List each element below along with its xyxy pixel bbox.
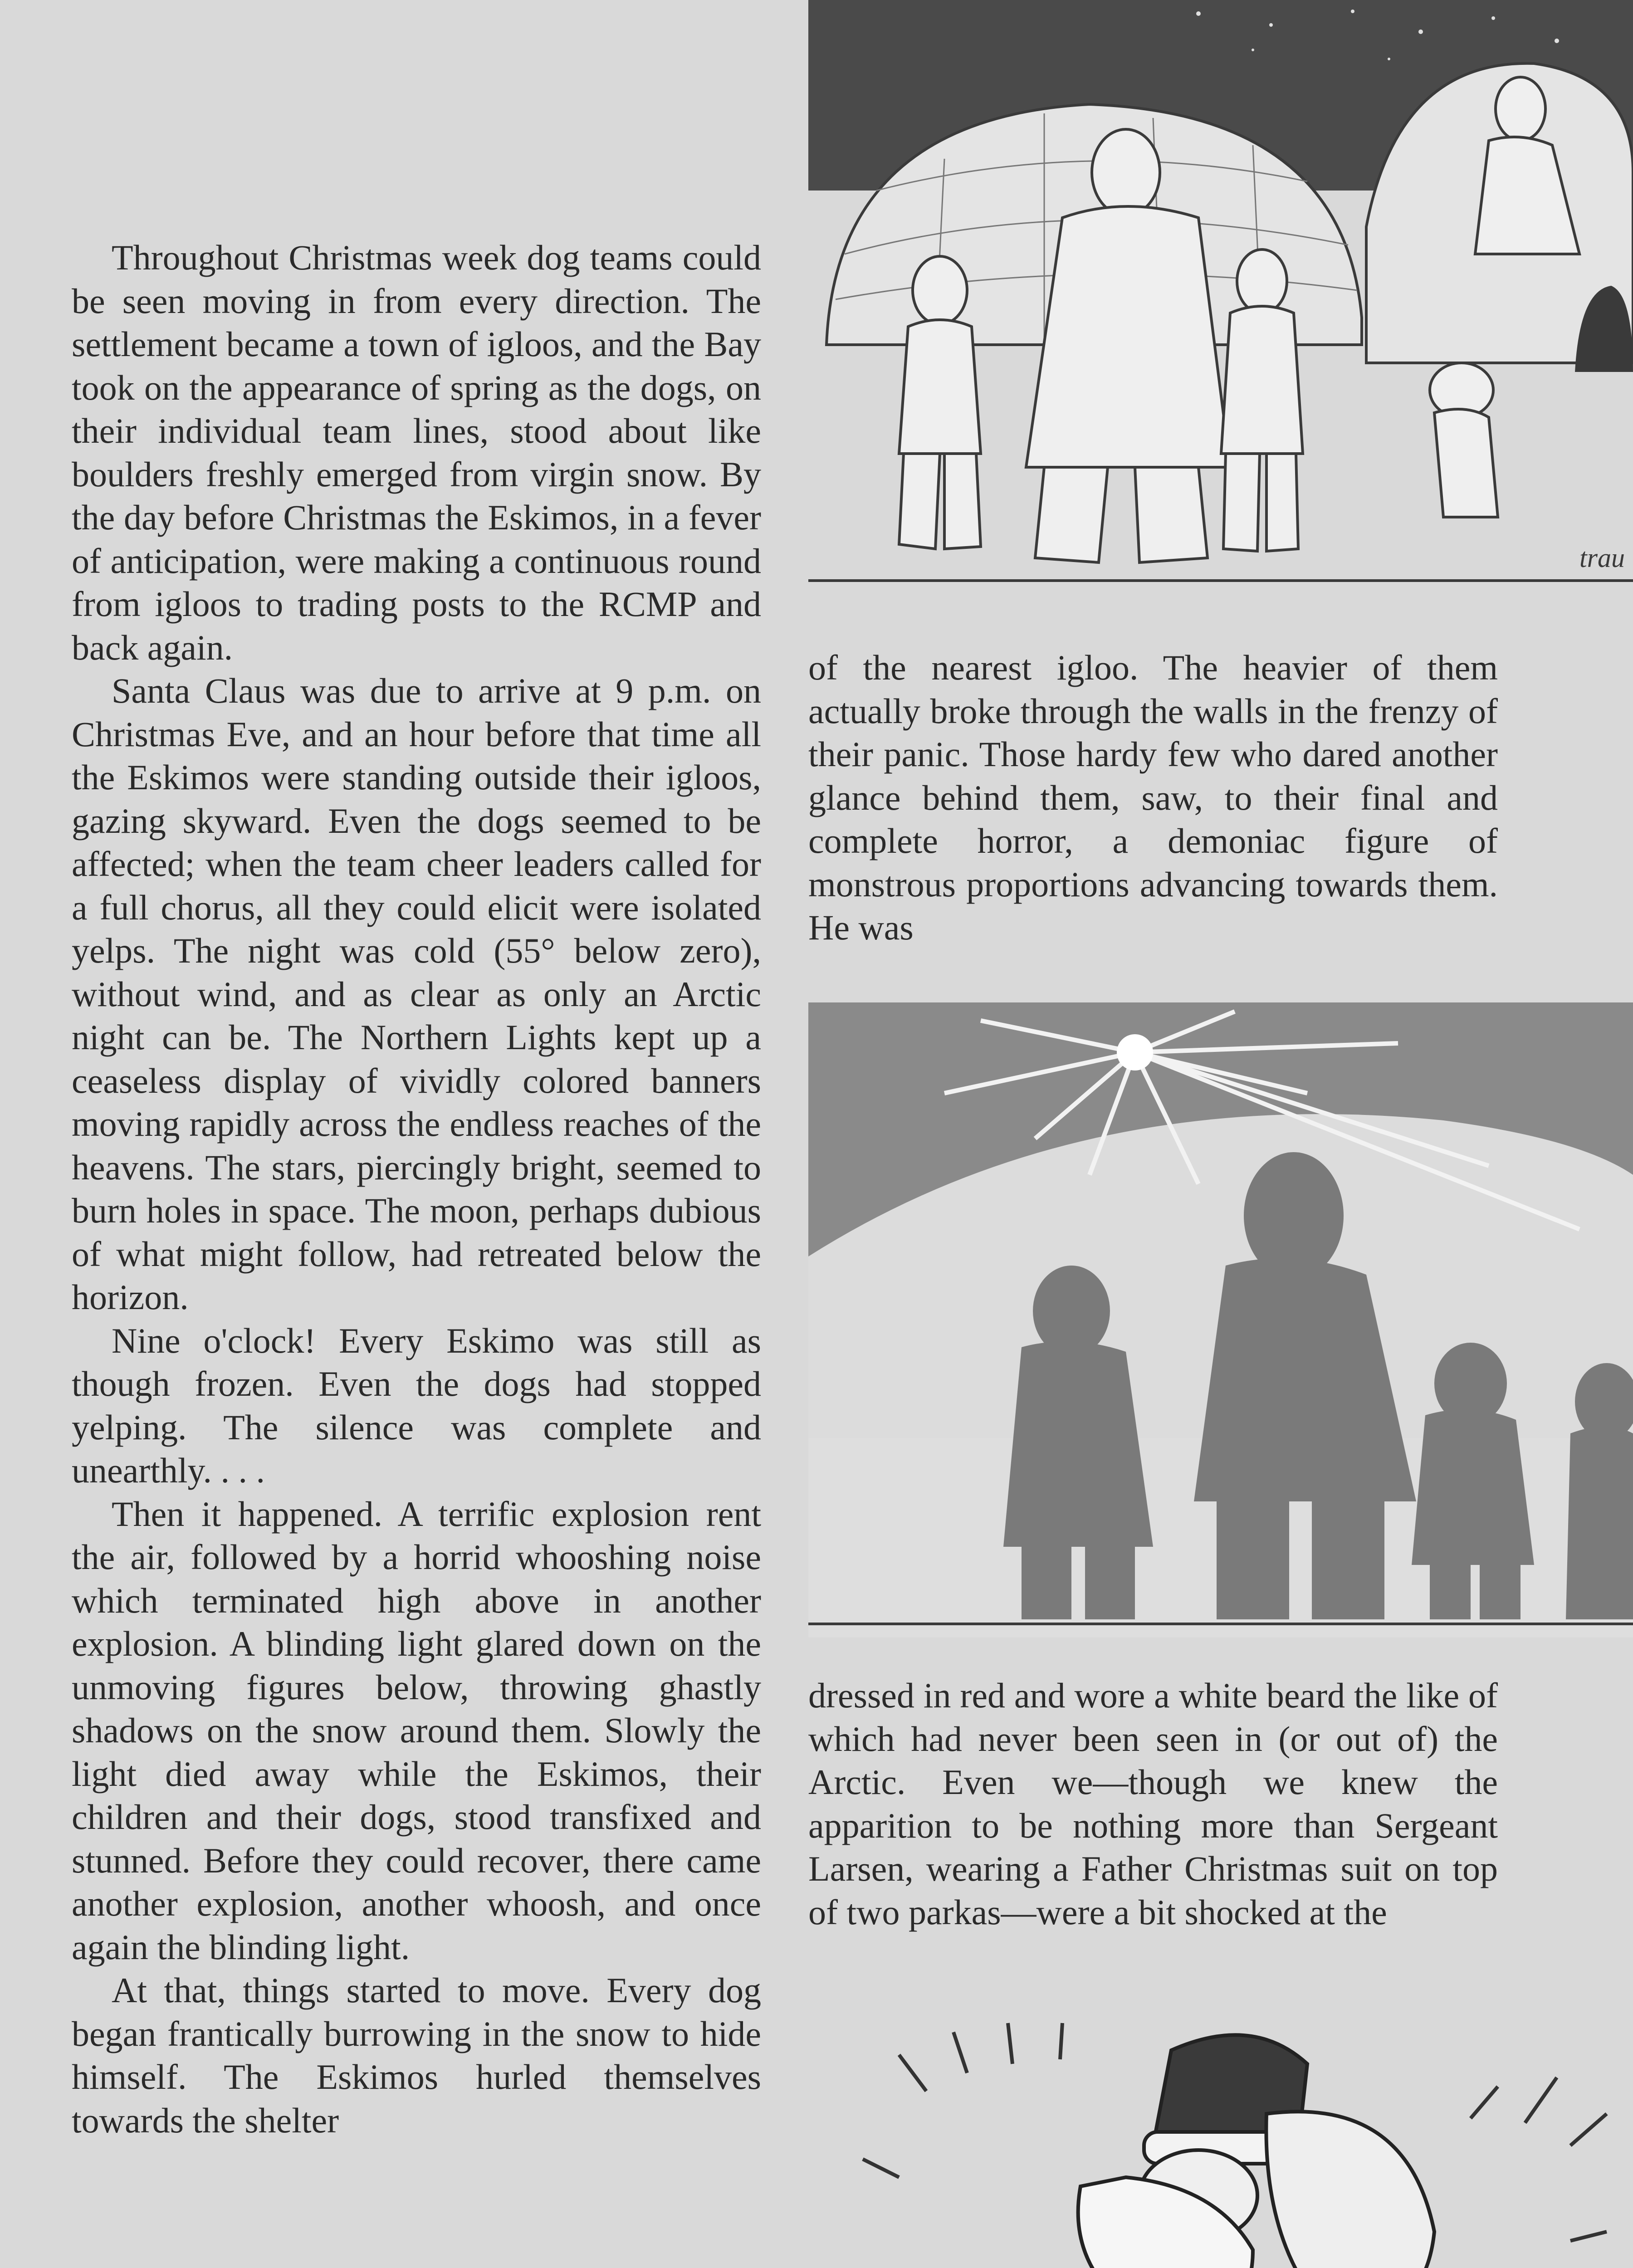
- illustrator-signature: trau: [1579, 543, 1625, 573]
- paragraph-nearest-igloo: of the nearest igloo. The heavier of them actually broke through the walls in the frenzy of their panic. Those hardy few who dared another glance behind them, saw, to their final and complete horror, a demoniac figure of monstrous proportions advancing towards them. He was: [808, 648, 1498, 947]
- silhouette-illustration: [808, 1002, 1633, 1637]
- paragraph-santa-due: Santa Claus was due to arrive at 9 p.m. on Christmas Eve, and an hour before that time all the Eskimos were standing outside their igloos, gazing skyward. Even the dogs seemed to be affected; when the team cheer leaders called for a full chorus, all they could elicit were isolated yelps. The night was cold (55° below zero), without wind, and as clear as only an Arctic night can be. The Northern Lights kept up a ceaseless display of vividly colored banners moving rapidly across the endless reaches of the heavens. The stars, piercingly bright, seemed to burn holes in space. The moon, perhaps dubious of what might follow, had retreated below the horizon.: [72, 671, 761, 1317]
- igloo-illustration: [808, 0, 1633, 585]
- paragraph-dog-teams: Throughout Christmas week dog teams could be seen moving in from every direction. The settlement became a town of igloos, and the Bay took on the appearance of spring as the dogs, on their individual team lines, stood about like boulders freshly emerged from virgin snow. By the day before Christmas the Eskimos, in a fever of anticipation, were making a continuous round from igloos to trading posts to the RCMP and back again.: [72, 238, 761, 667]
- left-text-column: [72, 236, 761, 2142]
- santa-illustration: [808, 1996, 1633, 2268]
- paragraph-explosion: Then it happened. A terrific explosion rent the air, followed by a horrid whooshing noise which terminated high above in another explosion. A blinding light glared down on the unmoving figures below, throwing ghastly shadows on the snow around them. Slowly the light died away while the Eskimos, their children and their dogs, stood transfixed and stunned. Before they could recover, there came another explosion, another whoosh, and once again the blinding light.: [72, 1494, 761, 1967]
- right-text-column-bottom: [808, 1674, 1498, 1934]
- paragraph-nine-oclock: Nine o'clock! Every Eskimo was still as though frozen. Even the dogs had stopped yelping. The silence was complete and unearthly. . . .: [72, 1320, 761, 1490]
- paragraph-things-move: At that, things started to move. Every dog began frantically burrowing in the snow to hide himself. The Eskimos hurled themselves towards the shelter: [72, 1970, 761, 2140]
- paragraph-dressed-in-red: dressed in red and wore a white beard the like of which had never been seen in (or out of) the Arctic. Even we—though we knew the apparition to be nothing more than Sergeant Larsen, wearing a Father Christmas suit on top of two parkas—were a bit shocked at the: [808, 1676, 1498, 1932]
- right-text-column-top: [808, 646, 1498, 949]
